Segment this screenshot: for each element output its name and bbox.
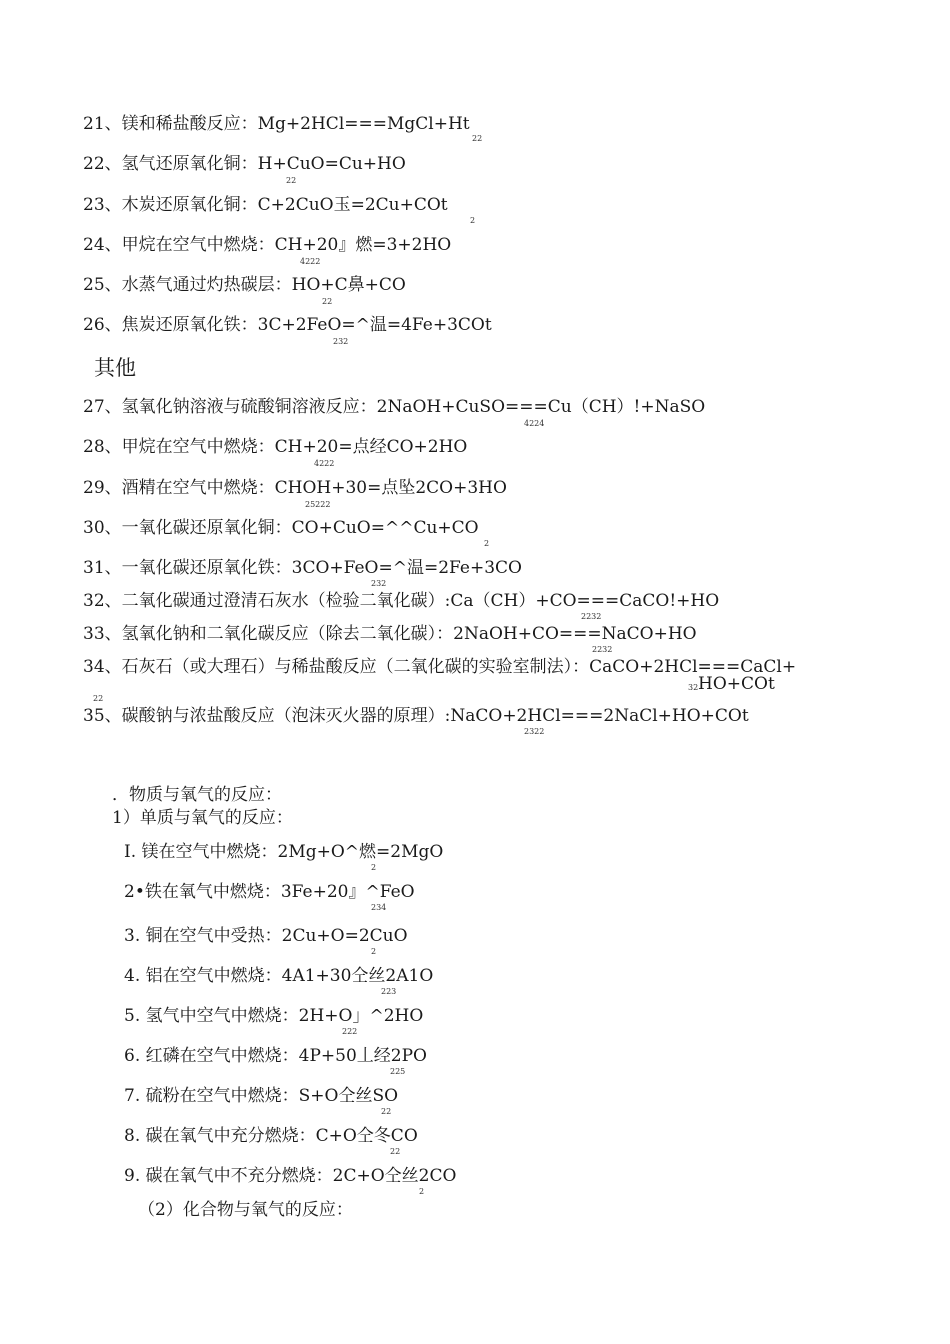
oxygen-reaction-5-subscripts: 222 — [342, 1027, 358, 1036]
reaction-24-subscripts: 4222 — [300, 257, 321, 266]
oxygen-reaction-9: 9. 碳在氧气中不充分燃烧：2C+O仝丝2CO — [124, 1166, 457, 1186]
subsection-2-title: （2）化合物与氧气的反应： — [138, 1200, 353, 1220]
reaction-23-subscripts: 2 — [470, 216, 476, 225]
oxygen-reaction-7: 7. 硫粉在空气中燃烧：S+O仝丝SO — [124, 1086, 399, 1106]
reaction-34: 34、石灰石（或大理石）与稀盐酸反应（二氧化碳的实验室制法）：CaCO+2HCl===CaCl+ — [83, 657, 797, 677]
oxygen-reaction-3-subscripts: 2 — [371, 947, 377, 956]
reaction-34-subscripts-2: 22 — [93, 694, 104, 703]
reaction-35: 35、碳酸钠与浓盐酸反应（泡沫灭火器的原理）:NaCO+2HCl===2NaCl+HO+COt — [83, 706, 749, 726]
oxygen-reaction-1-subscripts: 2 — [371, 863, 377, 872]
reaction-35-subscripts: 2322 — [524, 727, 545, 736]
heading-other: 其他 — [94, 356, 136, 380]
reaction-21: 21、镁和稀盐酸反应：Mg+2HCl===MgCl+Ht — [83, 114, 470, 134]
oxygen-reaction-5: 5. 氢气中空气中燃烧：2H+O」^2HO — [124, 1006, 424, 1026]
reaction-25-subscripts: 22 — [322, 297, 333, 306]
oxygen-reaction-3: 3. 铜在空气中受热：2Cu+O=2CuO — [124, 926, 408, 946]
reaction-27-subscripts: 4224 — [524, 419, 545, 428]
oxygen-reaction-2-subscripts: 234 — [371, 903, 387, 912]
reaction-31-subscripts: 232 — [371, 579, 387, 588]
reaction-22-subscripts: 22 — [286, 176, 297, 185]
oxygen-reaction-2: 2•铁在氧气中燃烧：3Fe+20』^FeO — [124, 882, 415, 902]
oxygen-reaction-1: I. 镁在空气中燃烧：2Mg+O^燃=2MgO — [124, 842, 444, 862]
reaction-29-subscripts: 25222 — [305, 500, 331, 509]
oxygen-reaction-4: 4. 铝在空气中燃烧：4A1+30仝丝2A1O — [124, 966, 434, 986]
oxygen-reaction-8: 8. 碳在氧气中充分燃烧：C+O仝冬CO — [124, 1126, 418, 1146]
reaction-30-subscripts: 2 — [484, 539, 490, 548]
oxygen-reaction-9-subscripts: 2 — [419, 1187, 425, 1196]
section-title: ．物质与氧气的反应： — [112, 785, 282, 805]
reaction-25: 25、水蒸气通过灼热碳层：HO+C鼻+CO — [83, 275, 406, 295]
reaction-26: 26、焦炭还原氧化铁：3C+2FeO=^温=4Fe+3COt — [83, 315, 492, 335]
oxygen-reaction-8-subscripts: 22 — [390, 1147, 401, 1156]
oxygen-reaction-7-subscripts: 22 — [381, 1107, 392, 1116]
reaction-23: 23、木炭还原氧化铜：C+2CuO玉=2Cu+COt — [83, 195, 448, 215]
reaction-30: 30、一氧化碳还原氧化铜：CO+CuO=^^Cu+CO — [83, 518, 479, 538]
oxygen-reaction-6-subscripts: 225 — [390, 1067, 406, 1076]
reaction-28: 28、甲烷在空气中燃烧：CH+20=点经CO+2HO — [83, 437, 468, 457]
reaction-31: 31、一氧化碳还原氧化铁：3CO+FeO=^温=2Fe+3CO — [83, 558, 522, 578]
reaction-34-subscripts: 32 — [688, 683, 699, 692]
reaction-29: 29、酒精在空气中燃烧：CHOH+30=点坠2CO+3HO — [83, 478, 507, 498]
reaction-32: 32、二氧化碳通过澄清石灰水（检验二氧化碳）:Ca（CH）+CO===CaCO!+HO — [83, 591, 720, 611]
reaction-21-subscripts: 22 — [472, 134, 483, 143]
reaction-33-subscripts: 2232 — [592, 645, 613, 654]
reaction-24: 24、甲烷在空气中燃烧：CH+20』燃=3+2HO — [83, 235, 452, 255]
subsection-1-title: 1）单质与氧气的反应： — [112, 808, 293, 828]
oxygen-reaction-4-subscripts: 223 — [381, 987, 397, 996]
reaction-26-subscripts: 232 — [333, 337, 349, 346]
reaction-22: 22、氢气还原氧化铜：H+CuO=Cu+HO — [83, 154, 406, 174]
reaction-33: 33、氢氧化钠和二氧化碳反应（除去二氧化碳）：2NaOH+CO===NaCO+HO — [83, 624, 697, 644]
oxygen-reaction-6: 6. 红磷在空气中燃烧：4P+50丄经2PO — [124, 1046, 427, 1066]
reaction-28-subscripts: 4222 — [314, 459, 335, 468]
reaction-27: 27、氢氧化钠溶液与硫酸铜溶液反应：2NaOH+CuSO===Cu（CH）!+NaSO — [83, 397, 706, 417]
reaction-32-subscripts: 2232 — [581, 612, 602, 621]
reaction-34-continuation: HO+COt — [698, 674, 775, 694]
